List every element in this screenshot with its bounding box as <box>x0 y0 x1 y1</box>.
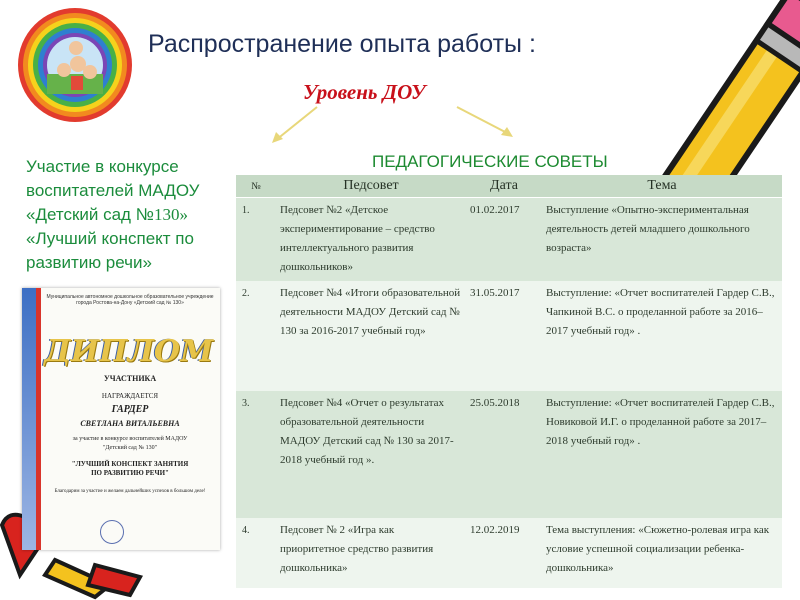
table-row <box>236 391 782 518</box>
row-number: 2. <box>236 281 276 391</box>
diploma-stripe <box>36 288 41 550</box>
section-title: ПЕДАГОГИЧЕСКИЕ СОВЕТЫ <box>372 152 608 171</box>
level-subtitle: Уровень ДОУ <box>303 80 426 104</box>
topic-cell: Выступление: «Отчет воспитателей Гардер С.В., Чапкиной В.С. о проделанной работе за 2016– 2017 учебный год» . <box>542 281 782 391</box>
contest-line: Участие в конкурсе <box>26 157 179 176</box>
council-cell: Педсовет №2 «Детское экспериментирование – средство интеллектуального развития дошкольников» <box>276 198 466 282</box>
diploma-thanks: Благодарим за участие и желаем дальнейших успехов в большом деле! <box>54 489 206 494</box>
contest-number: 130» <box>153 205 188 224</box>
row-number: 4. <box>236 518 276 588</box>
contest-line: «Лучший конспект по <box>26 229 194 248</box>
diploma-awarded: НАГРАЖДАЕТСЯ <box>101 392 159 400</box>
diploma-name: СВЕТЛАНА ВИТАЛЬЕВНА <box>80 419 180 428</box>
diploma-heading: ДИПЛОМ <box>44 334 214 369</box>
seal-icon <box>100 520 124 544</box>
diploma-contest: "ЛУЧШИЙ КОНСПЕКТ ЗАНЯТИЯ <box>71 460 189 468</box>
column-header-council: Педсовет <box>276 175 466 198</box>
topic-cell: Выступление «Опытно-экспериментальная деятельность детей младшего дошкольного возраста» <box>542 198 782 282</box>
column-header-date: Дата <box>466 175 542 198</box>
row-number: 1. <box>236 198 276 282</box>
arrow-left-icon <box>270 104 320 144</box>
contest-participation-text <box>26 155 241 275</box>
topic-cell: Тема выступления: «Сюжетно-ролевая игра как условие успешной социализации ребенка-дошкольника» <box>542 518 782 588</box>
contest-line: развитию речи» <box>26 253 152 272</box>
kindergarten-rainbow-logo-icon <box>14 6 136 124</box>
date-cell: 25.05.2018 <box>466 391 542 518</box>
date-cell: 12.02.2019 <box>466 518 542 588</box>
pedagogical-councils-table <box>236 175 782 588</box>
column-header-topic: Тема <box>542 175 782 198</box>
contest-line-part: «Детский сад № <box>26 205 154 224</box>
table-header-row <box>236 175 782 198</box>
column-header-number: № <box>236 175 276 198</box>
contest-line <box>26 203 241 227</box>
diploma-organization: Муниципальное автономное дошкольное образовательное учреждение города Ростова-на-Дону «Детский сад № 130» <box>46 294 214 306</box>
table-row <box>236 198 782 282</box>
diploma-stripe <box>22 288 36 550</box>
council-cell: Педсовет №4 «Отчет о результатах образовательной деятельности МАДОУ Детский сад № 130 за 2017-2018 учебный год ». <box>276 391 466 518</box>
diploma-contest: ПО РАЗВИТИЮ РЕЧИ" <box>91 469 169 477</box>
row-number: 3. <box>236 391 276 518</box>
diploma-surname: ГАРДЕР <box>111 404 149 415</box>
council-cell: Педсовет №4 «Итоги образовательной деятельности МАДОУ Детский сад № 130 за 2016-2017 учебный год» <box>276 281 466 391</box>
date-cell: 31.05.2017 <box>466 281 542 391</box>
table-row <box>236 281 782 391</box>
diploma-rank: УЧАСТНИКА <box>103 374 157 383</box>
diploma-image <box>22 288 220 550</box>
diploma-reason: за участие в конкурсе воспитателей МАДОУ <box>72 436 188 442</box>
topic-cell: Выступление: «Отчет воспитателей Гардер С.В., Новиковой И.Г. о проделанной работе за 2017– 2018 учебный год» . <box>542 391 782 518</box>
council-cell: Педсовет № 2 «Игра как приоритетное средство развития дошкольника» <box>276 518 466 588</box>
page-title: Распространение опыта работы : <box>148 30 536 58</box>
date-cell: 01.02.2017 <box>466 198 542 282</box>
arrow-right-icon <box>455 104 515 140</box>
diploma-reason: "Детский сад № 130" <box>102 445 158 451</box>
table-row <box>236 518 782 588</box>
contest-line: воспитателей МАДОУ <box>26 181 200 200</box>
